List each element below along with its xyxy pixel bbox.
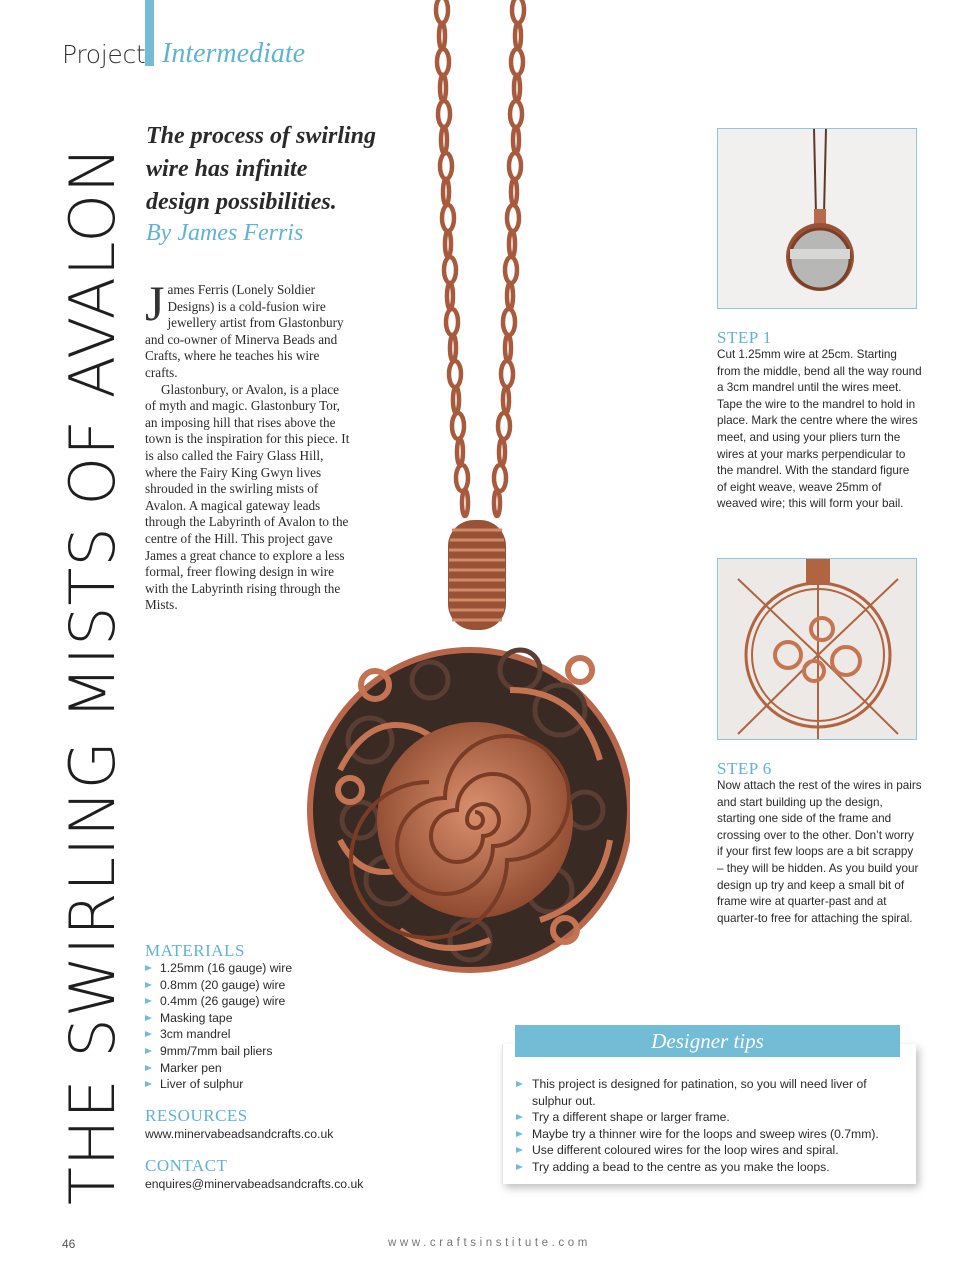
step-1-heading: STEP 1 (717, 328, 772, 347)
bullet-arrow-icon (516, 1164, 523, 1170)
list-item: This project is designed for patination, so you will need liver of sulphur out. (516, 1076, 896, 1109)
list-item: Masking tape (145, 1010, 292, 1027)
standfirst: The process of swirling wire has infinite design possibilities. (146, 123, 377, 215)
header (62, 0, 362, 78)
article-title: THE SWIRLING MISTS OF AVALON (56, 145, 129, 1205)
intro-paragraph-1: James Ferris (Lonely Soldier Designs) is a cold-fusion wire jewellery artist from Glastonbury and co-owner of Minerva Beads and Crafts, where he teaches his wire crafts. (145, 275, 344, 380)
bullet-arrow-icon (145, 1081, 152, 1087)
list-item: Use different coloured wires for the loop wires and spiral. (516, 1142, 896, 1159)
contact-email[interactable]: enquires@minervabeadsandcrafts.co.uk (145, 1177, 364, 1191)
list-item: 3cm mandrel (145, 1026, 292, 1043)
pendant-image (300, 510, 630, 980)
bullet-arrow-icon (145, 982, 152, 988)
materials-heading: MATERIALS (145, 941, 245, 960)
difficulty-level: Intermediate (162, 38, 306, 69)
list-item: 0.8mm (20 gauge) wire (145, 977, 292, 994)
bullet-arrow-icon (145, 1031, 152, 1037)
intro-paragraph-2: Glastonbury, or Avalon, is a place of myth and magic. Glastonbury Tor, an imposing hill that rises above the town is the inspiration for this piece. It is also called the Fairy Glass Hill, where the Fairy King Gwyn lives shrouded in the swirling mists of Avalon. A magical gateway leads through the Labyrinth of Avalon to the centre of the Hill. This project gave James a great chance to explore a less formal, freer flowing design in wire with the Labyrinth rising through the Mists. (145, 381, 350, 613)
step-1-text: Cut 1.25mm wire at 25cm. Starting from the middle, bend all the way round a 3cm mandrel until the wires meet. Tape the wire to the mandrel to hold in place. Mark the centre where the wires meet, and using your pliers turn the wires at your marks perpendicular to the mandrel. With the standard figure of eight weave, weave 25mm of weaved wire; this will form your bail. (717, 348, 922, 511)
list-item: Try a different shape or larger frame. (516, 1109, 896, 1126)
list-item: Marker pen (145, 1060, 292, 1077)
list-item: Liver of sulphur (145, 1076, 292, 1093)
list-item: 1.25mm (16 gauge) wire (145, 960, 292, 977)
footer-website[interactable]: www.craftsinstitute.com (388, 1237, 591, 1249)
step-6-text: Now attach the rest of the wires in pairs and start building up the design, starting one side of the frame and crossing over to the other. Don’t worry if your first few loops are a bit scrappy – they will be hidden. As you build your design up try and keep a small bit of frame wire at quarter-past and at quarter-to free for attaching the spiral. (717, 779, 922, 925)
page-number: 46 (62, 1237, 76, 1251)
bullet-arrow-icon (145, 998, 152, 1004)
dropcap: J (145, 275, 165, 331)
materials-list (145, 960, 292, 1093)
designer-tips-heading: Designer tips (515, 1025, 900, 1057)
list-item: 9mm/7mm bail pliers (145, 1043, 292, 1060)
step-6-heading: STEP 6 (717, 759, 772, 778)
step-1-photo (717, 128, 917, 309)
resources-heading: RESOURCES (145, 1106, 248, 1125)
bullet-arrow-icon (516, 1114, 523, 1120)
byline: By James Ferris (146, 220, 304, 246)
bullet-arrow-icon (145, 1015, 152, 1021)
section-label: Project (62, 40, 146, 69)
resources-link[interactable]: www.minervabeadsandcrafts.co.uk (145, 1127, 334, 1141)
bullet-arrow-icon (145, 1065, 152, 1071)
contact-heading: CONTACT (145, 1156, 228, 1175)
designer-tips-list (516, 1076, 896, 1176)
list-item: 0.4mm (26 gauge) wire (145, 993, 292, 1010)
bullet-arrow-icon (516, 1081, 523, 1087)
bullet-arrow-icon (516, 1147, 523, 1153)
bullet-arrow-icon (145, 965, 152, 971)
list-item: Maybe try a thinner wire for the loops and sweep wires (0.7mm). (516, 1126, 896, 1143)
step-6-photo (717, 558, 917, 740)
list-item: Try adding a bead to the centre as you make the loops. (516, 1159, 896, 1176)
bullet-arrow-icon (516, 1131, 523, 1137)
header-accent-bar (145, 0, 154, 66)
chain-image (420, 0, 540, 540)
bullet-arrow-icon (145, 1048, 152, 1054)
